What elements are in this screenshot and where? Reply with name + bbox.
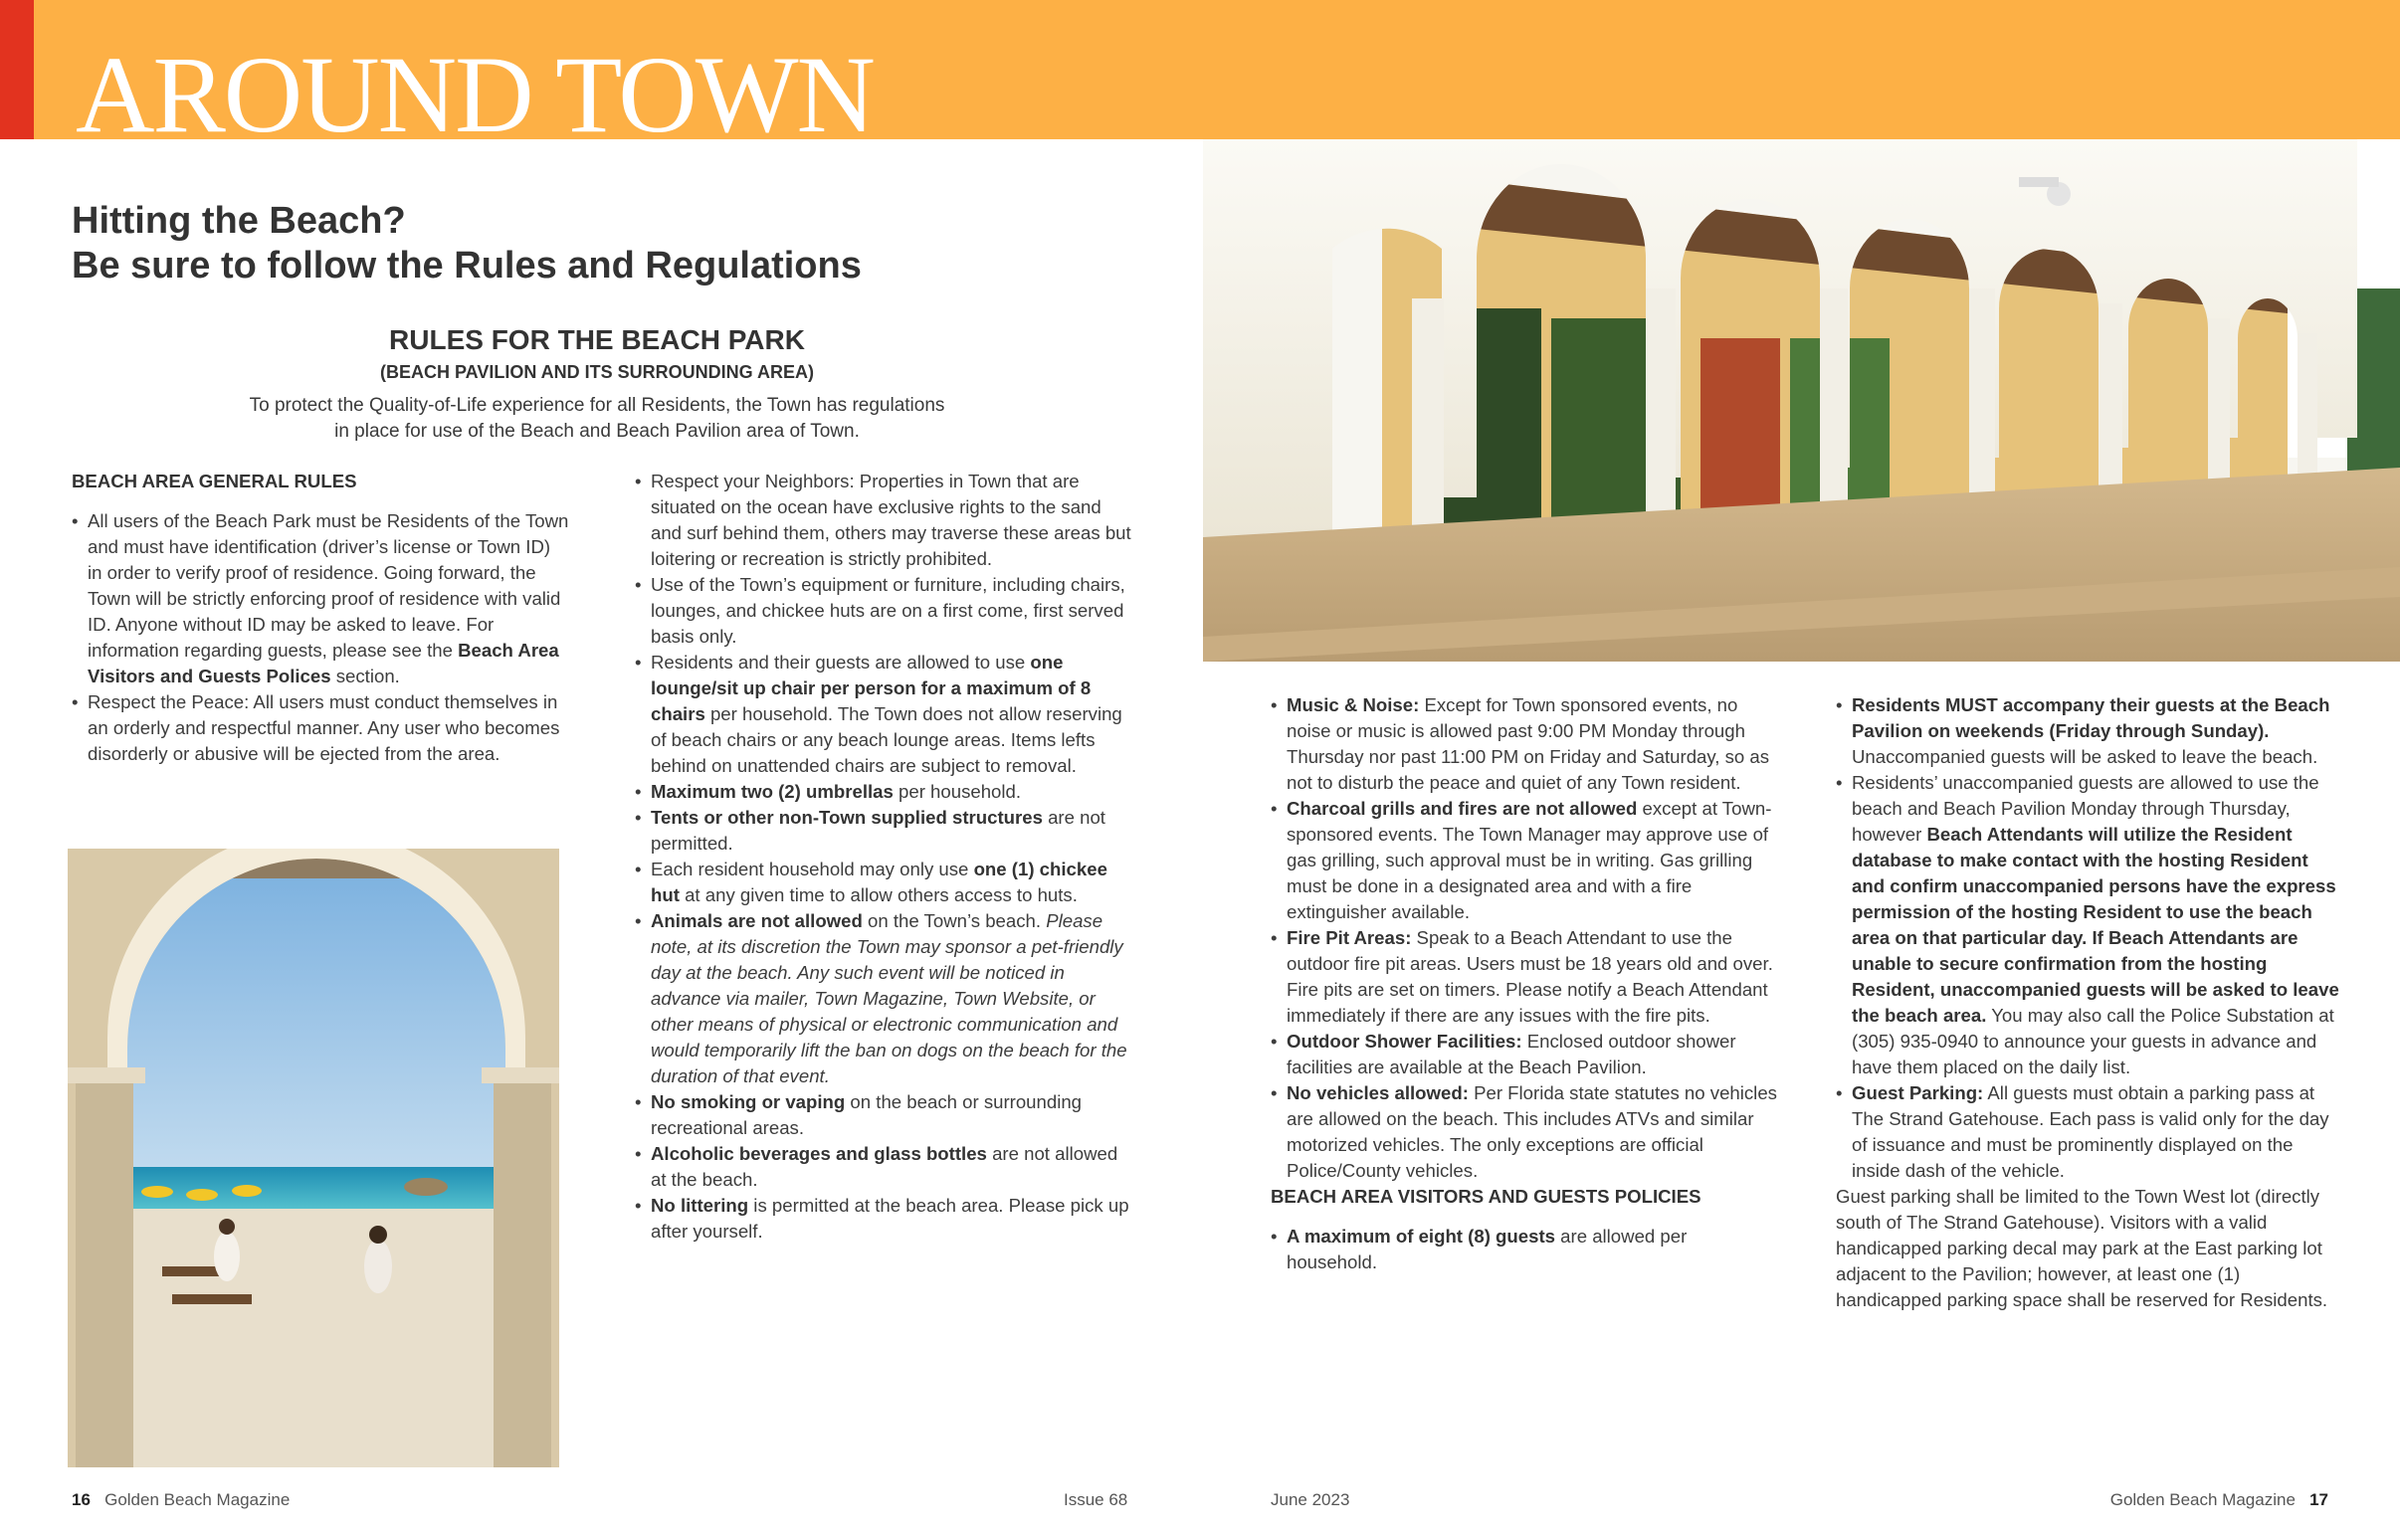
footer-issue: Issue 68 [1064,1490,1128,1509]
headline-line-2: Be sure to follow the Rules and Regulations [72,245,862,287]
rules-intro-line-1: To protect the Quality-of-Life experience for all Residents, the Town has regulations [249,395,945,416]
rule-residents-only: • All users of the Beach Park must be Residents of the Town and must have identification (driver’s license or Town ID) in order to verify proof of residence. Going forward, the Town will be strictly enforcing proof of residence with valid ID. Anyone without ID may be asked to leave. For information regarding guests, please see the Beach Area Visitors and Guests Polices section. [72,508,569,689]
rule-guest-parking: • Guest Parking: All guests must obtain a parking pass at The Strand Gatehouse. Each pass is valid only for the day of issuance and must be prominently displayed on the inside dash of the vehicle. [1836,1080,2343,1184]
rules-title: RULES FOR THE BEACH PARK [389,324,805,355]
column-general-rules [72,469,569,767]
section-title: AROUND TOWN [76,34,874,155]
rule-chairs: • Residents and their guests are allowed to use one lounge/sit up chair per person for a maximum of 8 chairs per household. The Town does not allow reserving of beach chairs or any beach lounge areas. Items lefts behind on unattended chairs are subject to removal. [635,650,1132,779]
guest-parking-note: Guest parking shall be limited to the Town West lot (directly south of The Strand Gatehouse). Visitors with a valid handicapped parking decal may park at the East parking lot adjacent to the Pavilion; however, at least one (1) handicapped parking space shall be reserved for Residents. [1836,1186,2328,1310]
rule-unaccompanied-guests: • Residents’ unaccompanied guests are allowed to use the beach and Beach Pavilion Monday through Thursday, however Beach Attendants will utilize the Resident database to make contact with the hosting Resident and confirm unaccompanied persons have the express permission of the hosting Resident to use the beach area on that particular day. If Beach Attendants are unable to secure confirmation from the hosting Resident, unaccompanied guests will be asked to leave the beach area. You may also call the Police Substation at (305) 935-0940 to announce your guests in advance and have them placed on the daily list. [1836,770,2343,1080]
rule-music-noise: • Music & Noise: Except for Town sponsored events, no noise or music is allowed past 9:00 PM Monday through Thursday nor past 11:00 PM on Friday and Saturday, so as not to disturb the peace and quiet of any Town resident. [1271,692,1778,796]
rule-accompany-guests: • Residents MUST accompany their guests at the Beach Pavilion on weekends (Friday through Sunday). Unaccompanied guests will be asked to leave the beach. [1836,692,2343,770]
beach-pavilion-photo [1203,139,2400,662]
rule-respect-peace: • Respect the Peace: All users must conduct themselves in an orderly and respectful manner. Any user who becomes disorderly or abusive will be ejected from the area. [72,689,569,767]
rule-alcohol: • Alcoholic beverages and glass bottles are not allowed at the beach. [635,1141,1132,1193]
visitors-heading: BEACH AREA VISITORS AND GUESTS POLICIES [1271,1186,1701,1207]
column-rules-continued [635,469,1132,1245]
rules-intro-line-2: in place for use of the Beach and Beach Pavilion area of Town. [334,421,860,442]
rule-chickee-hut: • Each resident household may only use one (1) chickee hut at any given time to allow others access to huts. [635,857,1132,908]
rule-umbrellas: • Maximum two (2) umbrellas per household. [635,779,1132,805]
rule-littering: • No littering is permitted at the beach area. Please pick up after yourself. [635,1193,1132,1245]
beach-arch-photo [68,849,559,1467]
right-magazine-name: Golden Beach Magazine [2109,1490,2296,1509]
footer-left [72,1490,290,1510]
rule-vehicles: • No vehicles allowed: Per Florida state statutes no vehicles are allowed on the beach. This includes ATVs and similar motorized vehicles. The only exceptions are official Police/County vehicles. [1271,1080,1778,1184]
rule-showers: • Outdoor Shower Facilities: Enclosed outdoor shower facilities are available at the Beach Pavilion. [1271,1029,1778,1080]
headline-line-1: Hitting the Beach? [72,200,406,242]
rule-neighbors: • Respect your Neighbors: Properties in Town that are situated on the ocean have exclusive rights to the sand and surf behind them, others may traverse these areas but loitering or recreation is strictly prohibited. [635,469,1132,572]
rule-fire-pits: • Fire Pit Areas: Speak to a Beach Attendant to use the outdoor fire pit areas. Users must be 18 years old and over. Fire pits are set on timers. Please notify a Beach Attendant immediately if there are any issues with the fire pits. [1271,925,1778,1029]
left-magazine-name: Golden Beach Magazine [104,1490,291,1509]
rule-equipment: • Use of the Town’s equipment or furniture, including chairs, lounges, and chickee huts are on a first come, first served basis only. [635,572,1132,650]
rule-structures: • Tents or other non-Town supplied structures are not permitted. [635,805,1132,857]
left-page-number: 16 [72,1490,91,1509]
rule-max-guests: • A maximum of eight (8) guests are allowed per household. [1271,1224,1778,1275]
right-page-number: 17 [2309,1490,2328,1509]
rule-grills: • Charcoal grills and fires are not allowed except at Town-sponsored events. The Town Manager may approve use of gas grilling, such approval must be in writing. Gas grilling must be done in a designated area and with a fire extinguisher available. [1271,796,1778,925]
rule-smoking: • No smoking or vaping on the beach or surrounding recreational areas. [635,1089,1132,1141]
rules-subtitle: (BEACH PAVILION AND ITS SURROUNDING AREA) [380,362,814,382]
rules-intro [199,393,995,445]
column-guest-policies [1836,692,2343,1313]
header-accent-bar [0,0,34,139]
footer-date: June 2023 [1271,1490,1350,1509]
footer-right [2110,1490,2328,1510]
column-right-rules [1271,692,1778,1275]
rule-animals: • Animals are not allowed on the Town’s beach. Please note, at its discretion the Town may sponsor a pet-friendly day at the beach. Any such event will be noticed in advance via mailer, Town Magazine, Town Website, or other means of physical or electronic communication and would temporarily lift the ban on dogs on the beach for the duration of that event. [635,908,1132,1089]
general-rules-heading: BEACH AREA GENERAL RULES [72,471,357,491]
